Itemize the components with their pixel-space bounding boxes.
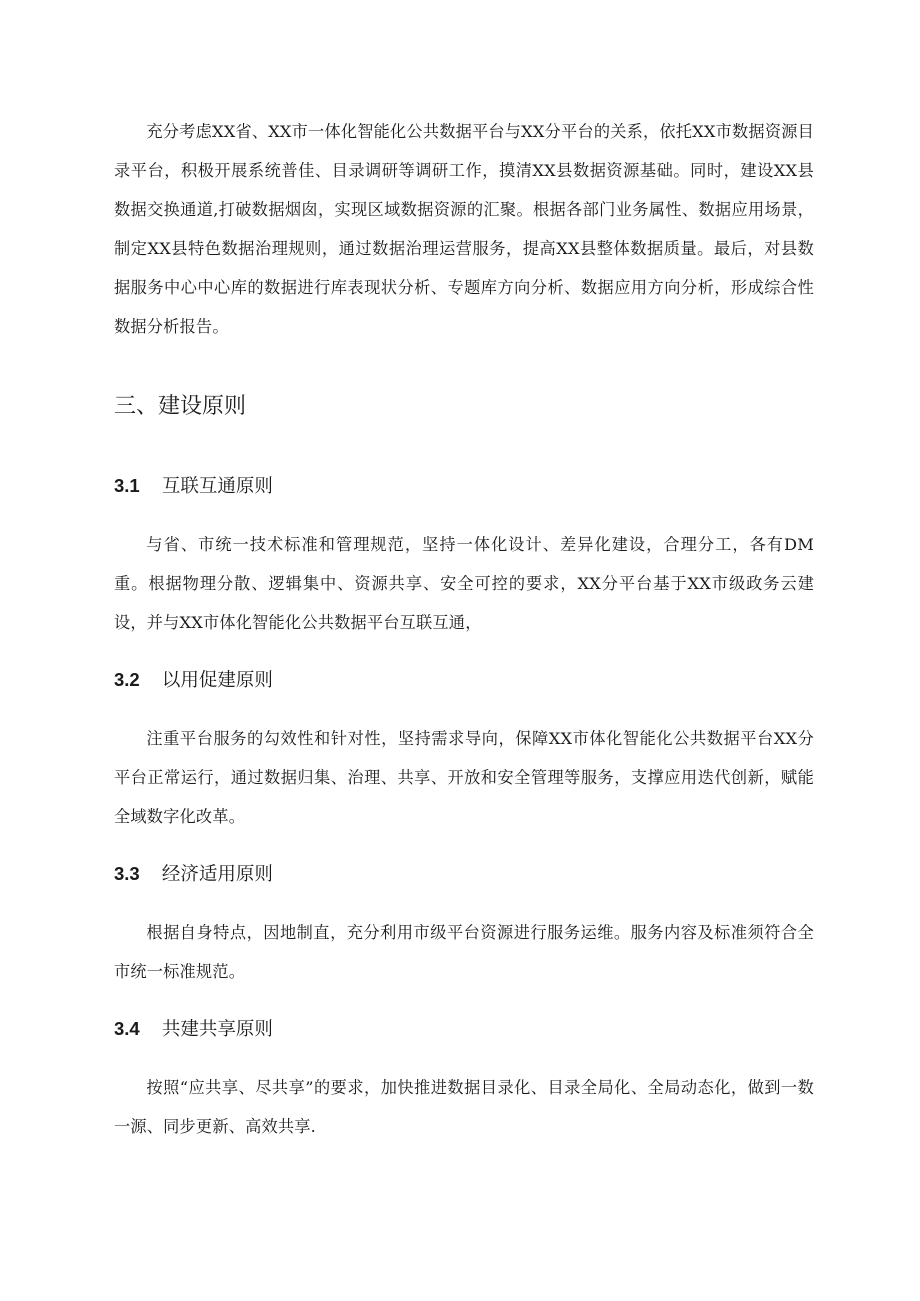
subsection-paragraph-3-1: 与省、市统一技术标准和管理规范，坚持一体化设计、差异化建设，合理分工，各有DM重。根据物理分散、逻辑集中、资源共享、安全可控的要求，XX分平台基于XX市级政务云建设，并与XX市体化智能化公共数据平台互联互通， bbox=[114, 535, 814, 632]
document-page bbox=[114, 112, 814, 1146]
subsection-heading-3-1 bbox=[114, 472, 814, 501]
subsection-title: 互联互通原则 bbox=[161, 476, 273, 497]
subsection-number: 3.2 bbox=[114, 669, 140, 690]
section-heading: 三、建设原则 bbox=[114, 394, 247, 419]
intro-paragraph: 充分考虑XX省、XX市一体化智能化公共数据平台与XX分平台的关系，依托XX市数据资源目录平台，积极开展系统普佳、目录调研等调研工作，摸清XX县数据资源基础。同时，建设XX县数据交换通道,打破数据烟囱，实现区域数据资源的汇聚。根据各部门业务属性、数据应用场景，制定XX县特色数据治理规则，通过数据治理运营服务，提高XX县整体数据质量。最后，对县数据服务中心中心库的数据进行库表现状分析、专题库方向分析、数据应用方向分析，形成综合性数据分析报告。 bbox=[114, 122, 814, 336]
subsection-number: 3.1 bbox=[114, 475, 140, 496]
subsection-heading-3-4 bbox=[114, 1015, 814, 1044]
subsection-number: 3.3 bbox=[114, 863, 140, 884]
subsection-heading-3-3 bbox=[114, 860, 814, 889]
subsection-heading-3-2 bbox=[114, 666, 814, 695]
subsection-title: 共建共享原则 bbox=[161, 1019, 273, 1040]
subsection-paragraph-3-3: 根据自身特点，因地制直，充分利用市级平台资源进行服务运维。服务内容及标准须符合全市统一标准规范。 bbox=[114, 923, 814, 981]
subsection-number: 3.4 bbox=[114, 1018, 140, 1039]
subsection-title: 经济适用原则 bbox=[161, 864, 273, 885]
subsection-paragraph-3-4: 按照“应共享、尽共享”的要求，加快推进数据目录化、目录全局化、全局动态化，做到一数一源、同步更新、高效共享. bbox=[114, 1078, 814, 1136]
subsection-paragraph-3-2: 注重平台服务的勾效性和针对性，坚持需求导向，保障XX市体化智能化公共数据平台XX分平台正常运行，通过数据归集、治理、共享、开放和安全管理等服务，支撑应用迭代创新，赋能全域数字化改革。 bbox=[114, 729, 814, 826]
subsection-title: 以用促建原则 bbox=[161, 670, 273, 691]
